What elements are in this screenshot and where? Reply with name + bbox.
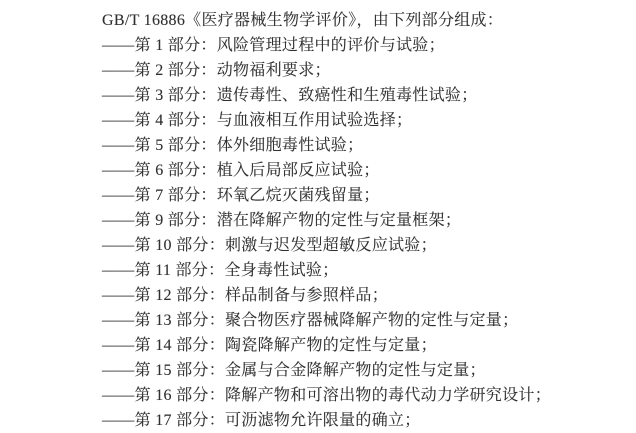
standard-parts-list [102, 8, 551, 433]
standard-part-item-13: ——第 13 部分：聚合物医疗器械降解产物的定性与定量； [102, 312, 519, 329]
standard-part-item-3: ——第 3 部分：遗传毒性、致癌性和生殖毒性试验； [102, 87, 478, 104]
standard-part-item-7: ——第 7 部分：环氧乙烷灭菌残留量； [102, 187, 380, 204]
standard-part-item-10: ——第 10 部分：刺激与迟发型超敏反应试验； [102, 237, 437, 254]
standard-part-item-9: ——第 9 部分：潜在降解产物的定性与定量框架； [102, 212, 462, 229]
standard-part-item-16: ——第 16 部分：降解产物和可溶出物的毒代动力学研究设计； [102, 387, 552, 404]
standard-part-item-11: ——第 11 部分：全身毒性试验； [102, 262, 339, 279]
standard-part-item-4: ——第 4 部分：与血液相互作用试验选择； [102, 112, 413, 129]
standard-part-item-1: ——第 1 部分：风险管理过程中的评价与试验； [102, 37, 445, 54]
standard-part-item-12: ——第 12 部分：样品制备与参照样品； [102, 287, 389, 304]
standard-part-item-17: ——第 17 部分：可沥滤物允许限量的确立； [102, 412, 421, 429]
standard-part-item-15: ——第 15 部分：金属与合金降解产物的定性与定量； [102, 362, 486, 379]
standard-part-item-6: ——第 6 部分：植入后局部反应试验； [102, 162, 380, 179]
intro-line: GB/T 16886《医疗器械生物学评价》，由下列部分组成： [102, 12, 504, 29]
standard-part-item-14: ——第 14 部分：陶瓷降解产物的定性与定量； [102, 337, 437, 354]
standard-part-item-5: ——第 5 部分：体外细胞毒性试验； [102, 137, 364, 154]
standard-part-item-2: ——第 2 部分：动物福利要求； [102, 62, 331, 79]
